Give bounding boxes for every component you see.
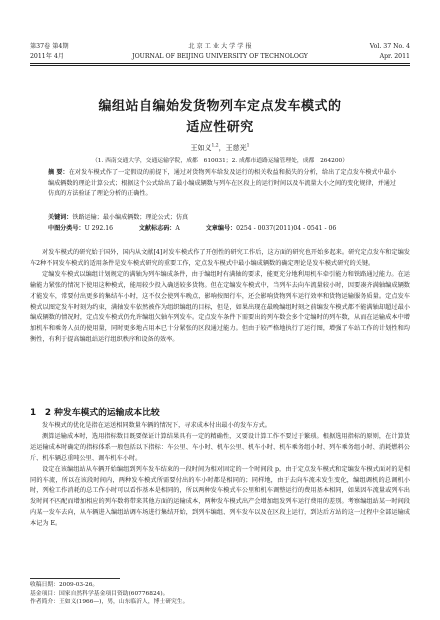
abstract-label: 摘 要： xyxy=(48,169,69,176)
section-1-paragraph: 测算运输成本时，选用指标数目既要保证计算结果具有一定的精确性，又要设计算工作不要过于繁琐。根据选用指标的原则，在计算货运运输成本时确定的指标体系一般包括以下指标：车公里、车小时、机车公里、机车小时、机车乘务组小时、列车乘务组小时、消耗燃料公斤、机车辆总重吨公里、调车机车小时。 xyxy=(30,432,410,462)
doc-code-label: 文献标志码： xyxy=(138,225,176,232)
keywords xyxy=(48,213,396,223)
header-date-cn: 2011年 4月 xyxy=(30,53,65,60)
footnote-rule xyxy=(30,578,120,579)
footnote-received: 收稿日期：2009-03-26。 xyxy=(30,582,99,588)
footnote-funding: 基金项目：国家自然科学基金项目资助(60776824)。 xyxy=(30,590,169,597)
footnote-author-bio: 作者简介：王如义(1966—)，男，山东临沂人，博士研究生。 xyxy=(30,599,189,606)
paper-title-line1: 编组站自编始发货物列车定点发车模式的 xyxy=(98,99,342,114)
footnotes xyxy=(30,581,410,607)
intro-paragraph: 定编发车模式以编组计划规定的满轴为列车编成条件，由于编组时有满轴的要求，能更充分地利用机车牵引能力和铁路通过能力。在运输能力紧张的情况下使用这种模式，能用较少投入确送较多货物。但在定编发车模式中，当列车去向车流量较小时，因要凑齐满轴编成辆数才能发车，常要付出更多的集结车小时，这不仅会使列车晚点，影响按图行车，还会影响货物列车运行效率和货物运输服务质量。定点发车模式以图定发车时刻为约束，满轴发车依然被作为组织编组的目标，但是，如果出现在最晚编组时刻之前编发车模式都不能满轴却超过最小编成辆数的情况时，定点发车模式仍允许编组欠轴车列发车。定点发车条件下需要出的列车数会多个定编时的列车数，从而在运输成本中增加机车和乘务人员的使用量，同时更多地占用本已十分紧张的区段通过能力。但由于较严格地执行了运行图，增强了车站工作的计划性和均衡性，有利于提高编组站运行组织秩序和设备的效率。 xyxy=(30,270,410,344)
header-volume-cn: 第37卷 第4期 xyxy=(30,43,69,50)
affiliations: （1. 西南交通大学，交通运输学院，成都 610031；2. 成都市道路运输管理处，成都 264200） xyxy=(91,158,349,164)
article-no-label: 文章编号： xyxy=(205,225,237,232)
clc-value: U 292.16 xyxy=(84,225,113,232)
author-1: 王如义 xyxy=(190,144,212,152)
section-1-paragraph: 发车模式的优化是指在运送相同数量车辆的情况下，寻求成本付出最小的发车方式。 xyxy=(42,422,271,429)
paper-title-line2: 适应性研究 xyxy=(186,120,254,135)
header-journal-en: JOURNAL OF BEIJING UNIVERSITY OF TECHNOLOGY xyxy=(132,53,308,60)
authors-line: 王如义$^{1,2}$，王慈光$^1$ xyxy=(190,143,250,152)
intro-paragraph: 对发车模式的研究始于国外，国内从文献[4]对发车模式作了开创性的研究工作后，这方面的研究也开始多起来。研究定点发车和定编发车2种不同发车模式的适用条件是发车模式研究的重要工作，定点发车模式中最小编成辆数的确定理论是发车模式研究的关键。 xyxy=(30,249,410,267)
header-rule-thin xyxy=(30,65,410,66)
running-header-top xyxy=(30,42,410,51)
header-date-en: Apr. 2011 xyxy=(379,53,410,60)
header-volume-en: Vol. 37 No. 4 xyxy=(369,43,410,50)
abstract-text: 在对发车模式作了一定假设的前提下，通过对货物列车给发及运行的相关收益和损失的分析，给出了定点发车模式中最小编成辆数的理论计算公式；根据这个公式给出了最小编成辆数与列车在区段上的运行时间以及车流量大小之间的变化规律，并通过仿真的方法验证了理论分析的正确性。 xyxy=(48,169,396,198)
keywords-label: 关键词： xyxy=(48,214,73,221)
classification-line xyxy=(48,224,396,234)
section-1-paragraph: 设定在该编组站从车辆开始编组到列车发车结束的一段时间为相对固定的一个时间段 p，由于定点发车模式和定编发车模式面对的是相同的车流，所以在该段时间内，两种发车模式所需要付出的车小时都是相同的；同样地，由于去向车流未发生变化，编组调机的总调机小时，列检工作消耗的总工作小时可以看作基本是相同的，所以两种发车模式车公里和机车调整运行的费用基本相同，如果因车流量或列车出发时间不匹配而增加相应的列车数将带来其他方面的运输成本，两种发车模式出产会增加组发列车运行费用的差别。考察编组站某一时间段内某一发车去向，从车辆进入编组站调车场进行集结开始，到列车编组、列车发车以及在区段上运行，到达后方站的这一过程中全部运输成本记为 E。 xyxy=(30,465,410,528)
keywords-text: 铁路运输；最小编成辆数；理论公式；仿真 xyxy=(72,214,189,221)
section-1-heading: 1 2 种发车模式的运输成本比较 xyxy=(30,408,160,418)
header-rule xyxy=(30,63,410,64)
running-header-bottom xyxy=(30,52,410,61)
author-2: 王慈光 xyxy=(225,144,247,152)
article-no-value: 0254 - 0037(2011)04 - 0541 - 06 xyxy=(236,225,337,232)
author-2-sup: 1 xyxy=(246,143,250,149)
intro-section xyxy=(30,248,410,346)
header-journal-cn: 北 京 工 业 大 学 学 报 xyxy=(188,43,252,50)
clc-label: 中图分类号： xyxy=(48,225,85,232)
abstract xyxy=(48,168,396,200)
section-1-body xyxy=(30,421,410,530)
doc-code-value: A xyxy=(175,225,180,232)
author-1-sup: 1,2 xyxy=(211,143,219,149)
